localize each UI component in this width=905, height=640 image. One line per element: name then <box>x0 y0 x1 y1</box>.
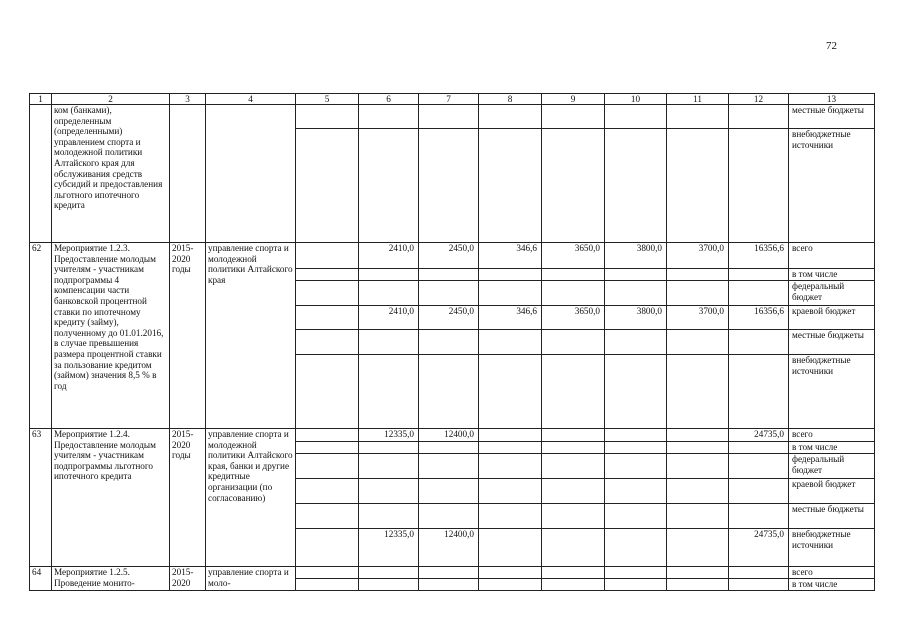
row-number-cell: 63 <box>30 429 52 567</box>
source-cell: краевой бюджет <box>789 479 875 504</box>
amount-cell: 12335,0 <box>359 429 419 442</box>
activity-title-cell: Мероприятие 1.2.5. Проведение монито- <box>52 567 170 591</box>
period-cell: 2015-2020 годы <box>170 429 206 567</box>
header-cell: 3 <box>170 94 206 105</box>
period-cell <box>170 105 206 243</box>
amount-cell: 12335,0 <box>359 529 419 567</box>
table-row <box>30 105 875 129</box>
header-cell: 10 <box>605 94 667 105</box>
activity-title-cell: Мероприятие 1.2.4. Предоставление молодым учителям - участникам подпрограммы льготного ипотечного кредита <box>52 429 170 567</box>
source-cell: в том числе <box>789 579 875 591</box>
amount-cell: 3800,0 <box>605 243 667 269</box>
source-cell: внебюджетные источники <box>789 529 875 567</box>
source-cell: в том числе <box>789 269 875 281</box>
table-row <box>30 243 875 269</box>
period-cell: 2015-2020 <box>170 567 206 591</box>
source-cell: внебюджетные источники <box>789 129 875 243</box>
header-cell: 11 <box>667 94 729 105</box>
header-cell: 4 <box>206 94 296 105</box>
table-row <box>30 429 875 442</box>
header-cell: 8 <box>479 94 542 105</box>
period-cell: 2015-2020 годы <box>170 243 206 429</box>
amount-cell: 24735,0 <box>729 529 789 567</box>
amount-cell: 3700,0 <box>667 306 729 330</box>
row-number-cell: 64 <box>30 567 52 591</box>
amount-cell: 346,6 <box>479 306 542 330</box>
source-cell: в том числе <box>789 442 875 454</box>
page-number: 72 <box>826 40 837 52</box>
amount-cell: 16356,6 <box>729 306 789 330</box>
budget-table <box>29 93 875 591</box>
source-cell: местные бюджеты <box>789 105 875 129</box>
header-cell: 6 <box>359 94 419 105</box>
amount-cell: 2410,0 <box>359 306 419 330</box>
amount-cell: 16356,6 <box>729 243 789 269</box>
executor-cell: управление спорта и молодежной политики Алтайского края <box>206 243 296 429</box>
source-cell: всего <box>789 567 875 579</box>
table-row <box>30 567 875 579</box>
source-cell: всего <box>789 243 875 269</box>
header-cell: 7 <box>419 94 479 105</box>
row-number-cell: 62 <box>30 243 52 429</box>
amount-cell: 3650,0 <box>542 306 605 330</box>
source-cell: всего <box>789 429 875 442</box>
header-row <box>30 94 875 105</box>
amount-cell: 24735,0 <box>729 429 789 442</box>
row-number-cell <box>30 105 52 243</box>
source-cell: внебюджетные источники <box>789 355 875 429</box>
header-cell: 2 <box>52 94 170 105</box>
amount-cell: 2410,0 <box>359 243 419 269</box>
amount-cell: 346,6 <box>479 243 542 269</box>
amount-cell: 12400,0 <box>419 429 479 442</box>
source-cell: местные бюджеты <box>789 330 875 355</box>
amount-cell: 3700,0 <box>667 243 729 269</box>
source-cell: местные бюджеты <box>789 504 875 529</box>
header-cell: 13 <box>789 94 875 105</box>
header-cell: 9 <box>542 94 605 105</box>
header-cell: 12 <box>729 94 789 105</box>
amount-cell: 3800,0 <box>605 306 667 330</box>
executor-cell <box>206 105 296 243</box>
header-cell: 1 <box>30 94 52 105</box>
amount-cell: 2450,0 <box>419 243 479 269</box>
executor-cell: управление спорта и моло- <box>206 567 296 591</box>
executor-cell: управление спорта и молодежной политики Алтайского края, банки и другие кредитные организации (по согласованию) <box>206 429 296 567</box>
source-cell: федеральный бюджет <box>789 454 875 479</box>
source-cell: краевой бюджет <box>789 306 875 330</box>
activity-title-cell: ком (банками), определенным (определенными) управлением спорта и молодежной политики Алтайского края для обслуживания средств субсидий и предоставления льготного ипотечного кредита <box>52 105 170 243</box>
amount-cell: 2450,0 <box>419 306 479 330</box>
header-cell: 5 <box>296 94 359 105</box>
amount-cell: 3650,0 <box>542 243 605 269</box>
amount-cell: 12400,0 <box>419 529 479 567</box>
source-cell: федеральный бюджет <box>789 281 875 306</box>
activity-title-cell: Мероприятие 1.2.3. Предоставление молодым учителям - участникам подпрограммы 4 компенсации части банковской процентной ставки по ипотечному кредиту (займу), полученному до 01.01.2016, в случае превышения размера процентной ставки за пользование кредитом (займом) значения 8,5 % в год <box>52 243 170 429</box>
